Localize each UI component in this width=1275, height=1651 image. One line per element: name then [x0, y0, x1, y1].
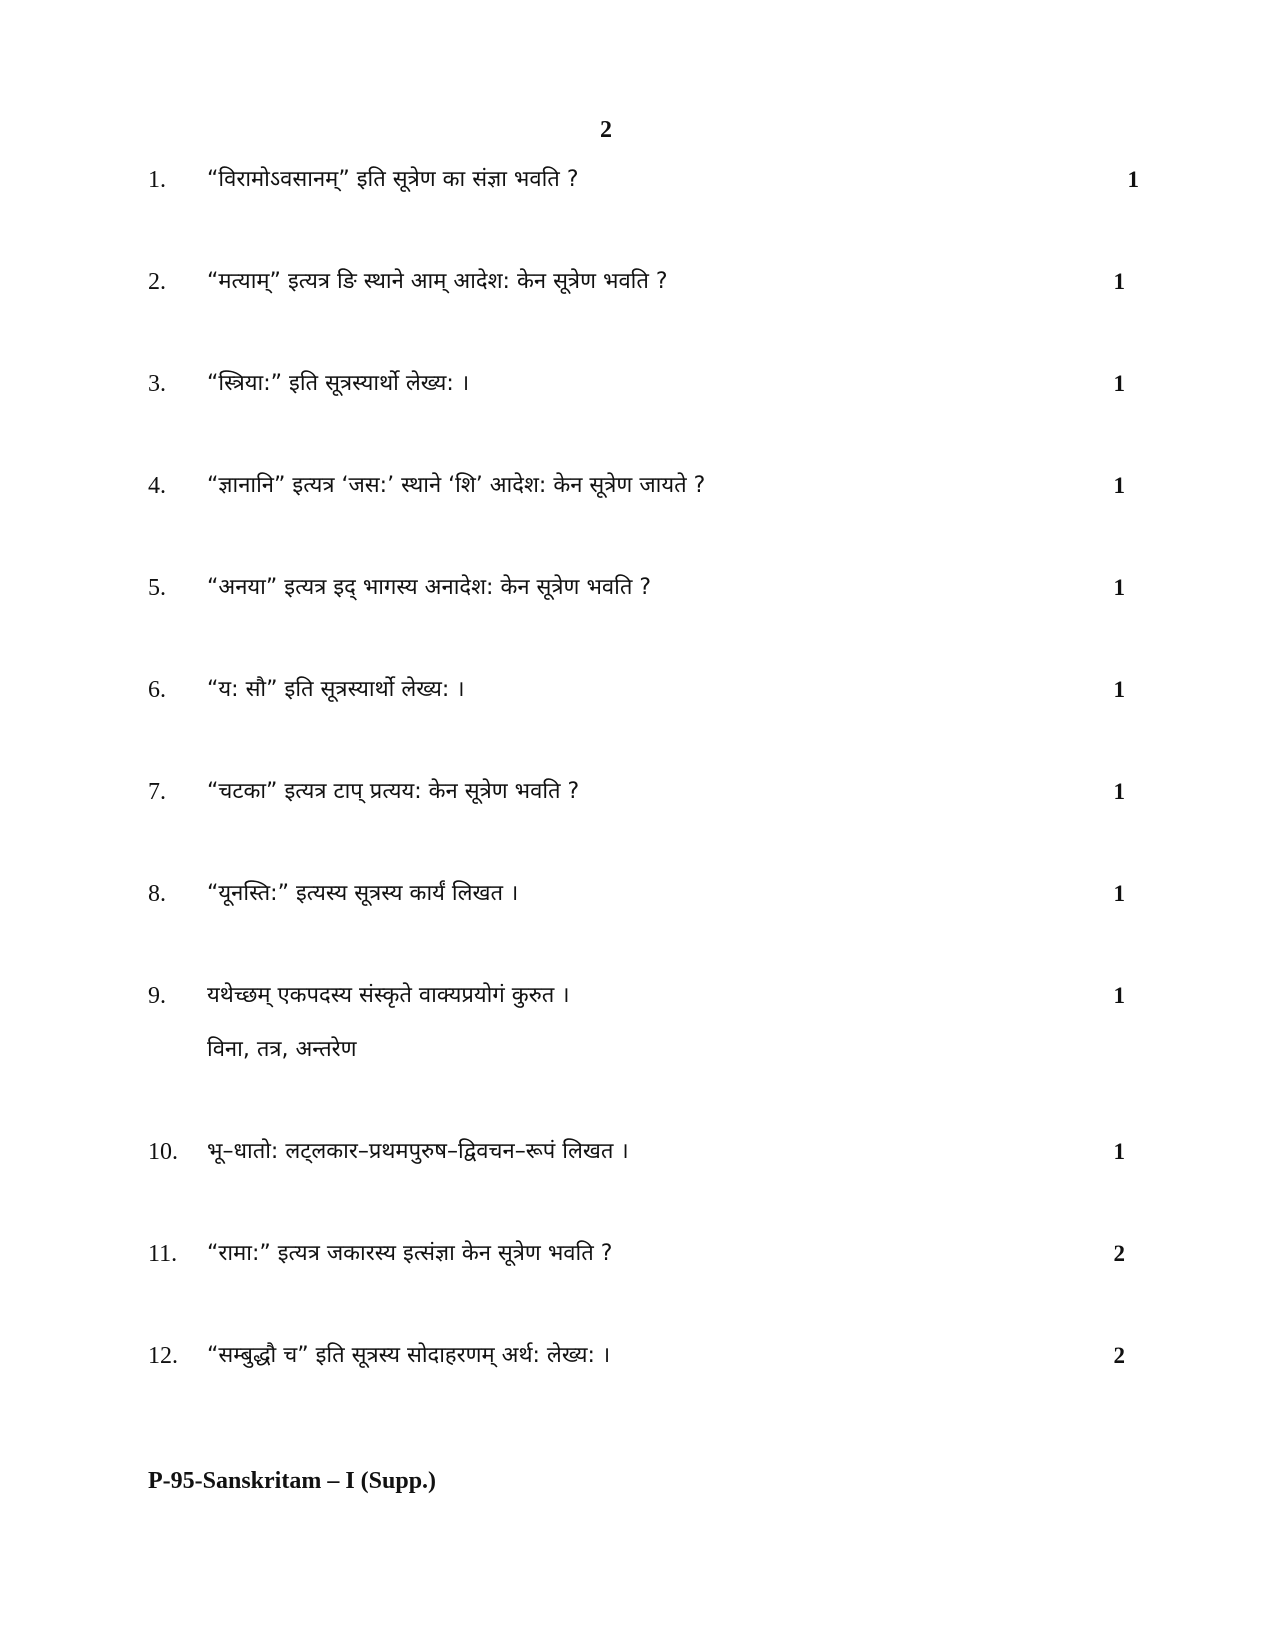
question-marks: 1 — [1127, 167, 1139, 192]
question-number: 3. — [148, 371, 166, 397]
question-text: “विरामोऽवसानम्” इति सूत्रेण का संज्ञा भवति ? — [207, 167, 579, 192]
question-10 — [0, 1132, 1275, 1172]
question-text: “सम्बुद्धौ च” इति सूत्रस्य सोदाहरणम् अर्थ: लेख्य: । — [207, 1343, 611, 1368]
question-text: भू–धातो: लट्लकार–प्रथमपुरुष–द्विवचन–रूपं लिखत । — [207, 1139, 629, 1164]
question-text: “यूनस्ति:” इत्यस्य सूत्रस्य कार्यं लिखत । — [207, 881, 519, 906]
question-marks: 2 — [1113, 1241, 1125, 1266]
question-2 — [0, 262, 1275, 302]
question-number: 1. — [148, 167, 166, 193]
question-number: 7. — [148, 779, 166, 805]
question-6 — [0, 670, 1275, 710]
question-number: 4. — [148, 473, 166, 499]
question-marks: 1 — [1113, 779, 1125, 804]
question-marks: 1 — [1113, 269, 1125, 294]
paper-code-footer: P-95-Sanskritam – I (Supp.) — [148, 1468, 437, 1494]
question-text: यथेच्छम् एकपदस्य संस्कृते वाक्यप्रयोगं कुरुत । — [207, 983, 570, 1008]
question-number: 2. — [148, 269, 166, 295]
question-number: 10. — [148, 1139, 178, 1165]
question-number: 11. — [148, 1241, 178, 1267]
question-marks: 1 — [1113, 371, 1125, 396]
question-text: “स्त्रिया:” इति सूत्रस्यार्थो लेख्य: । — [207, 371, 470, 396]
question-8 — [0, 874, 1275, 914]
question-marks: 1 — [1113, 1139, 1125, 1164]
question-4 — [0, 466, 1275, 506]
question-marks: 1 — [1113, 473, 1125, 498]
question-9 — [0, 976, 1275, 1062]
question-3 — [0, 364, 1275, 404]
question-1 — [0, 160, 1275, 200]
question-7 — [0, 772, 1275, 812]
question-12 — [0, 1336, 1275, 1376]
question-text: “रामा:” इत्यत्र जकारस्य इत्संज्ञा केन सूत्रेण भवति ? — [207, 1241, 613, 1266]
question-5 — [0, 568, 1275, 608]
question-marks: 1 — [1113, 983, 1125, 1008]
question-number: 5. — [148, 575, 166, 601]
page-number: 2 — [600, 117, 612, 143]
question-number: 6. — [148, 677, 166, 703]
question-number: 12. — [148, 1343, 178, 1369]
question-text: “य: सौ” इति सूत्रस्यार्थो लेख्य: । — [207, 677, 465, 702]
question-text: “मत्याम्” इत्यत्र ङि स्थाने आम् आदेश: केन सूत्रेण भवति ? — [207, 269, 668, 294]
question-marks: 2 — [1113, 1343, 1125, 1368]
question-text: “चटका” इत्यत्र टाप् प्रत्यय: केन सूत्रेण भवति ? — [207, 779, 580, 804]
question-text: “अनया” इत्यत्र इद् भागस्य अनादेश: केन सूत्रेण भवति ? — [207, 575, 652, 600]
question-number: 8. — [148, 881, 166, 907]
question-marks: 1 — [1113, 677, 1125, 702]
question-word-list: विना, तत्र, अन्तरेण — [207, 1037, 357, 1062]
question-text: “ज्ञानानि” इत्यत्र ‘जस:’ स्थाने ‘शि’ आदेश: केन सूत्रेण जायते ? — [207, 473, 706, 498]
question-11 — [0, 1234, 1275, 1274]
question-number: 9. — [148, 983, 166, 1009]
question-marks: 1 — [1113, 575, 1125, 600]
question-marks: 1 — [1113, 881, 1125, 906]
